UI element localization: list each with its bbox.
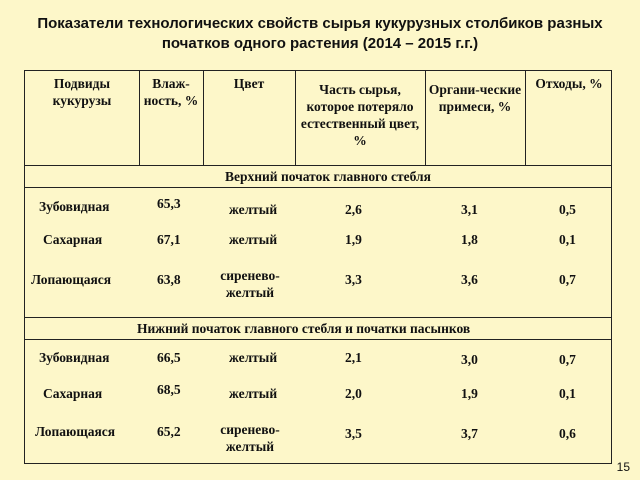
row-lost-color: 2,1 xyxy=(345,350,362,365)
row-color: сиренево-желтый xyxy=(220,268,280,300)
row-color: сиренево-желтый xyxy=(220,422,280,454)
row-waste: 0,7 xyxy=(559,352,576,367)
row-moisture: 63,8 xyxy=(157,272,181,287)
section-2-top-rule xyxy=(25,317,611,318)
row-organic: 3,7 xyxy=(461,426,478,441)
row-subtype: Лопающаяся xyxy=(31,272,112,287)
row-color: желтый xyxy=(229,350,278,365)
header-rule xyxy=(25,165,611,166)
col-divider xyxy=(295,71,296,165)
row-subtype: Сахарная xyxy=(43,232,103,247)
header-lost-color: Часть сырья, которое потеряло естественный цвет, % xyxy=(300,82,420,148)
properties-table xyxy=(24,70,612,464)
col-divider xyxy=(203,71,204,165)
page-number: 15 xyxy=(616,460,630,474)
row-organic: 1,9 xyxy=(461,386,478,401)
row-lost-color: 3,3 xyxy=(345,272,362,287)
row-waste: 0,5 xyxy=(559,202,576,217)
header-organic: Органи-ческие примеси, % xyxy=(428,82,522,114)
row-lost-color: 2,6 xyxy=(345,202,362,217)
section-label-lower: Нижний початок главного стебля и початки пасынков xyxy=(137,321,471,336)
col-divider xyxy=(525,71,526,165)
row-organic: 3,1 xyxy=(461,202,478,217)
row-organic: 3,6 xyxy=(461,272,478,287)
slide-title: Показатели технологических свойств сырья кукурузных столбиков разных початков одного растения (2014 – 2015 г.г.) xyxy=(37,15,603,52)
row-moisture: 66,5 xyxy=(157,350,181,365)
row-moisture: 68,5 xyxy=(157,382,181,397)
row-subtype: Зубовидная xyxy=(39,199,110,214)
row-subtype: Лопающаяся xyxy=(35,424,116,439)
row-color: желтый xyxy=(229,202,278,217)
row-lost-color: 2,0 xyxy=(345,386,362,401)
row-organic: 1,8 xyxy=(461,232,478,247)
row-organic: 3,0 xyxy=(461,352,478,367)
header-subtype: Подвиды кукурузы xyxy=(52,76,112,108)
section-2-rule xyxy=(25,339,611,340)
row-subtype: Зубовидная xyxy=(39,350,110,365)
row-waste: 0,1 xyxy=(559,386,576,401)
col-divider xyxy=(425,71,426,165)
row-waste: 0,6 xyxy=(559,426,576,441)
header-color: Цвет xyxy=(233,76,265,91)
row-color: желтый xyxy=(229,232,278,247)
row-moisture: 65,3 xyxy=(157,196,181,211)
row-subtype: Сахарная xyxy=(43,386,103,401)
section-1-rule xyxy=(25,187,611,188)
row-color: желтый xyxy=(229,386,278,401)
row-waste: 0,7 xyxy=(559,272,576,287)
row-waste: 0,1 xyxy=(559,232,576,247)
section-label-upper: Верхний початок главного стебля xyxy=(225,169,431,184)
header-waste: Отходы, % xyxy=(535,76,603,91)
col-divider xyxy=(139,71,140,165)
row-moisture: 67,1 xyxy=(157,232,181,247)
row-moisture: 65,2 xyxy=(157,424,181,439)
row-lost-color: 1,9 xyxy=(345,232,362,247)
row-lost-color: 3,5 xyxy=(345,426,362,441)
header-moisture: Влаж-ность, % xyxy=(143,76,199,108)
